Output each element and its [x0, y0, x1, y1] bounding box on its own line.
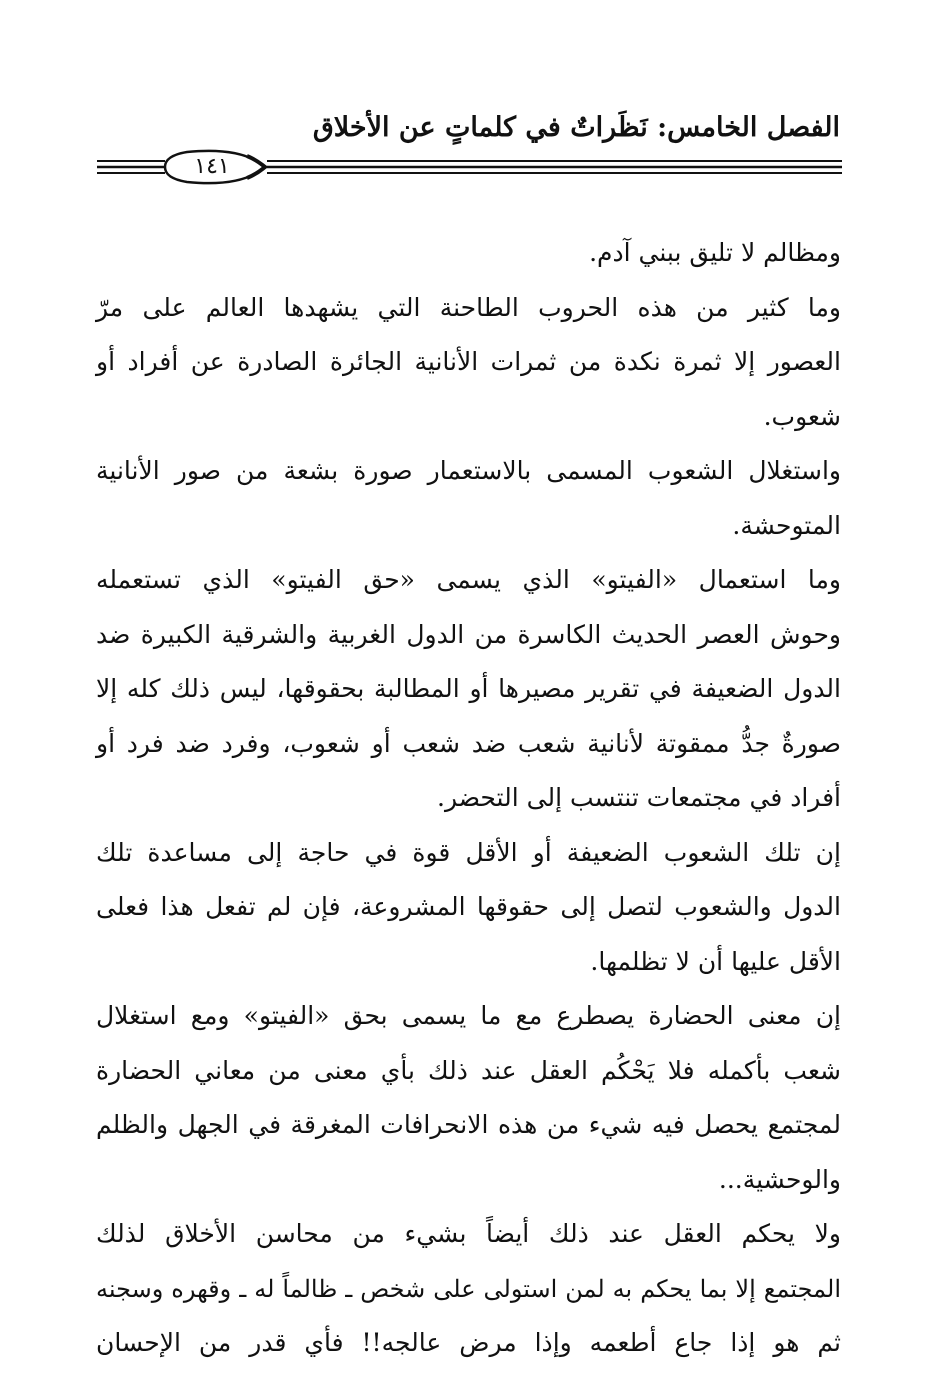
text-line: لمجتمع يحصل فيه شيء من هذه الانحرافات المغرقة في الجهل والظلم: [96, 1110, 841, 1139]
text-line: إن معنى الحضارة يصطرع مع ما يسمى بحق «الفيتو» ومع استغلال: [96, 1001, 841, 1030]
text-line: ثم هو إذا جاع أطعمه وإذا مرض عالجه!! فأي قدر من الإحسان: [96, 1328, 841, 1357]
text-line: المجتمع إلا بما يحكم به لمن استولى على شخص ـ ظالماً له ـ وقهره وسجنه: [96, 1274, 841, 1303]
body-text: [96, 226, 841, 1371]
text-line: المتوحشة.: [732, 510, 841, 540]
text-line: صورةٌ جدُّ ممقوتة لأنانية شعب ضد شعب أو شعوب، وفرد ضد فرد أو: [96, 728, 841, 758]
text-line: ومظالم لا تليق ببني آدم.: [589, 238, 841, 267]
text-line: العصور إلا ثمرة نكدة من ثمرات الأنانية الجائرة الصادرة عن أفراد أو: [96, 347, 841, 376]
text-line: وما كثير من هذه الحروب الطاحنة التي يشهدها العالم على مرّ: [96, 292, 841, 322]
page-number: ١٤١: [194, 154, 230, 179]
text-line: الدول الضعيفة في تقرير مصيرها أو المطالبة بحقوقها، ليس ذلك كله إلا: [96, 674, 841, 703]
chapter-title: الفصل الخامس: نَظَراتٌ في كلماتٍ عن الأخلاق: [312, 112, 840, 143]
text-line: شعب بأكمله فلا يَحْكُم العقل عند ذلك بأي معنى من معاني الحضارة: [96, 1055, 841, 1085]
text-line: الدول والشعوب لتصل إلى حقوقها المشروعة، فإن لم تفعل هذا فعلى: [96, 892, 841, 921]
text-line: ولا يحكم العقل عند ذلك أيضاً بشيء من محاسن الأخلاق لذلك: [96, 1219, 841, 1248]
text-line: وحوش العصر الحديث الكاسرة من الدول الغربية والشرقية الكبيرة ضد: [96, 619, 841, 649]
text-line: وما استعمال «الفيتو» الذي يسمى «حق الفيتو» الذي تستعمله: [96, 565, 841, 594]
text-line: واستغلال الشعوب المسمى بالاستعمار صورة بشعة من صور الأنانية: [96, 456, 841, 485]
text-line: إن تلك الشعوب الضعيفة أو الأقل قوة في حاجة إلى مساعدة تلك: [96, 837, 841, 867]
text-line: أفراد في مجتمعات تنتسب إلى التحضر.: [437, 783, 841, 812]
text-line: الأقل عليها أن لا تظلمها.: [590, 946, 841, 976]
text-line: والوحشية...: [718, 1164, 841, 1194]
text-line: شعوب.: [763, 401, 841, 431]
